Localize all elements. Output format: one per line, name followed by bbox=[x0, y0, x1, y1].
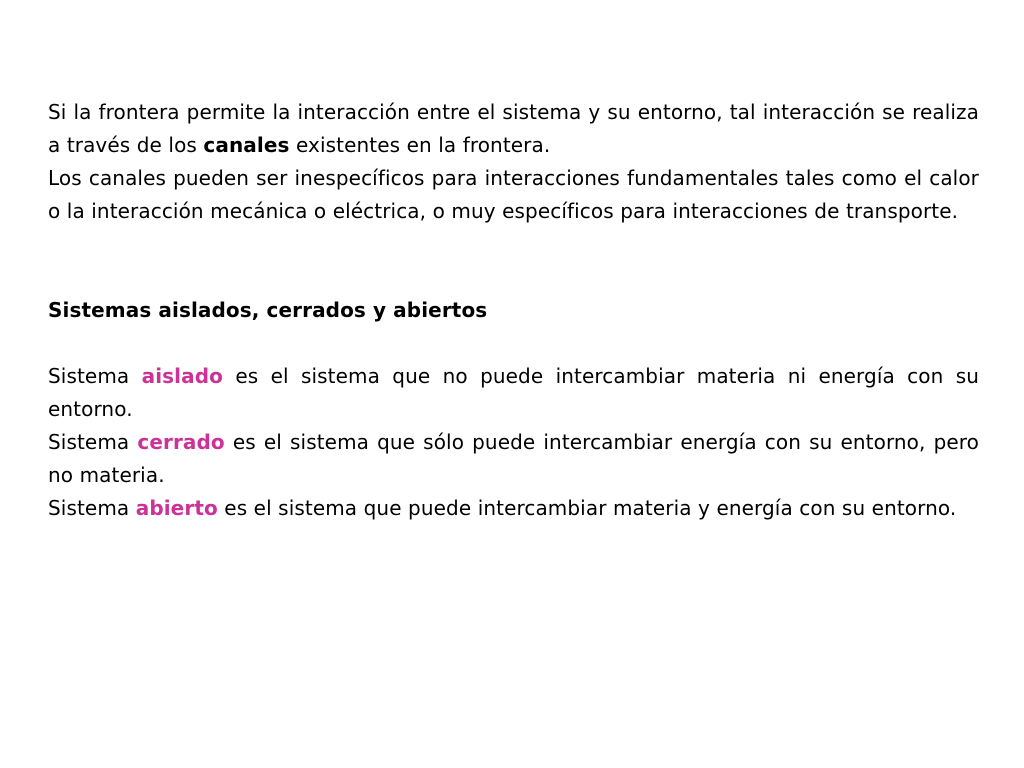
definition-abierto bbox=[48, 492, 979, 525]
definition-cerrado bbox=[48, 426, 979, 492]
definition-prefix: Sistema bbox=[48, 364, 142, 388]
slide-content bbox=[48, 96, 979, 525]
definition-text: es el sistema que puede intercambiar materia y energía con su entorno. bbox=[217, 496, 957, 520]
heading-spacer bbox=[48, 327, 979, 360]
definition-text: es el sistema que no puede intercambiar materia ni energía con su entorno. bbox=[48, 364, 980, 421]
intro-paragraph-tipos-canales: Los canales pueden ser inespecíficos para interacciones fundamentales tales como el calor o la interacción mecánica o eléctrica, o muy específicos para interacciones de transporte. bbox=[48, 166, 979, 223]
definition-aislado bbox=[48, 360, 979, 426]
definition-prefix: Sistema bbox=[48, 430, 138, 454]
canales-term: canales bbox=[203, 133, 290, 157]
term-aislado: aislado bbox=[141, 364, 223, 388]
section-heading: Sistemas aislados, cerrados y abiertos bbox=[48, 298, 488, 322]
section-spacer bbox=[48, 228, 979, 294]
definition-text: es el sistema que sólo puede intercambiar energía con su entorno, pero no materia. bbox=[48, 430, 979, 487]
intro-paragraph-canales bbox=[48, 96, 979, 162]
intro-text-before: Si la frontera permite la interacción entre el sistema y su entorno, tal interacción se realiza a través de los bbox=[48, 100, 979, 157]
term-cerrado: cerrado bbox=[137, 430, 225, 454]
intro-text-after: existentes en la frontera. bbox=[289, 133, 551, 157]
term-abierto: abierto bbox=[135, 496, 218, 520]
definition-prefix: Sistema bbox=[48, 496, 136, 520]
